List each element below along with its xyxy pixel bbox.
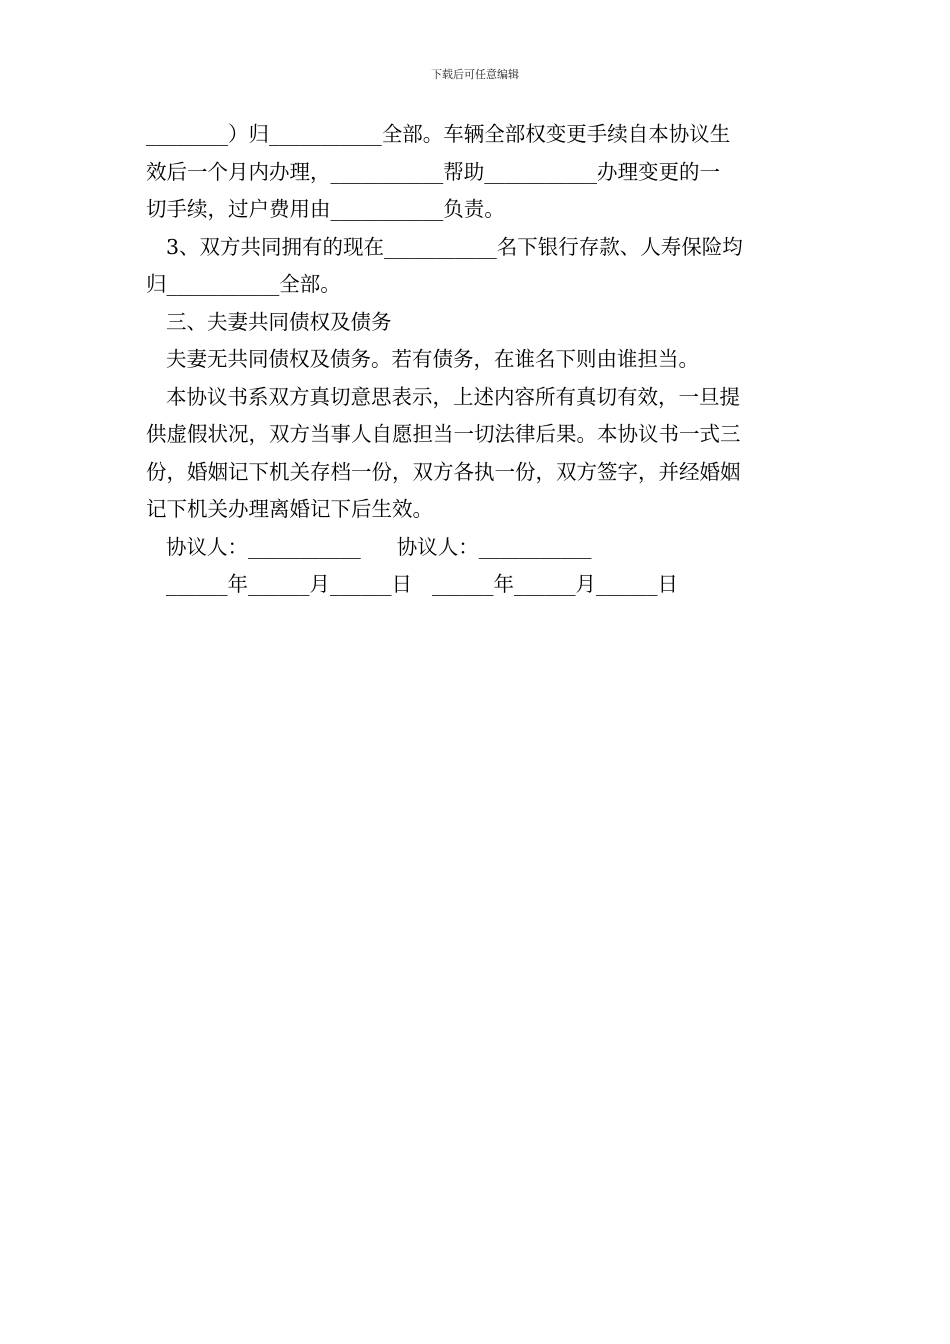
text-line: 归___________全部。 — [146, 272, 341, 296]
text-line: 记下机关办理离婚记下后生效。 — [146, 497, 433, 521]
text-line: 供虚假状况，双方当事人自愿担当一切法律后果。本协议书一式三 — [146, 422, 741, 446]
page-header: 下载后可任意编辑 — [431, 68, 519, 81]
text-line: 3、双方共同拥有的现在___________名下银行存款、人寿保险均 — [166, 234, 743, 259]
document-body — [146, 116, 810, 604]
signature-row — [146, 529, 810, 567]
text-line: 效后一个月内办理，___________帮助___________办理变更的一 — [146, 159, 720, 184]
text-line: 夫妻无共同债权及债务。若有债务，在谁名下则由谁担当。 — [166, 347, 699, 371]
text-line: ________）归___________全部。车辆全部权变更手续自本协议生 — [146, 122, 731, 146]
text-line: 切手续，过户费用由___________负责。 — [146, 197, 505, 221]
signature-party-b: 协议人：___________ — [396, 534, 592, 559]
date-party-a: ______年______月______日 — [166, 572, 412, 596]
date-row — [146, 566, 810, 604]
section-heading: 三、夫妻共同债权及债务 — [166, 309, 392, 334]
text-line: 本协议书系双方真切意思表示，上述内容所有真切有效，一旦提 — [166, 384, 740, 409]
text-line: 份，婚姻记下机关存档一份，双方各执一份，双方签字，并经婚姻 — [146, 459, 741, 484]
date-party-b: ______年______月______日 — [432, 572, 678, 596]
signature-party-a: 协议人：___________ — [166, 534, 361, 559]
